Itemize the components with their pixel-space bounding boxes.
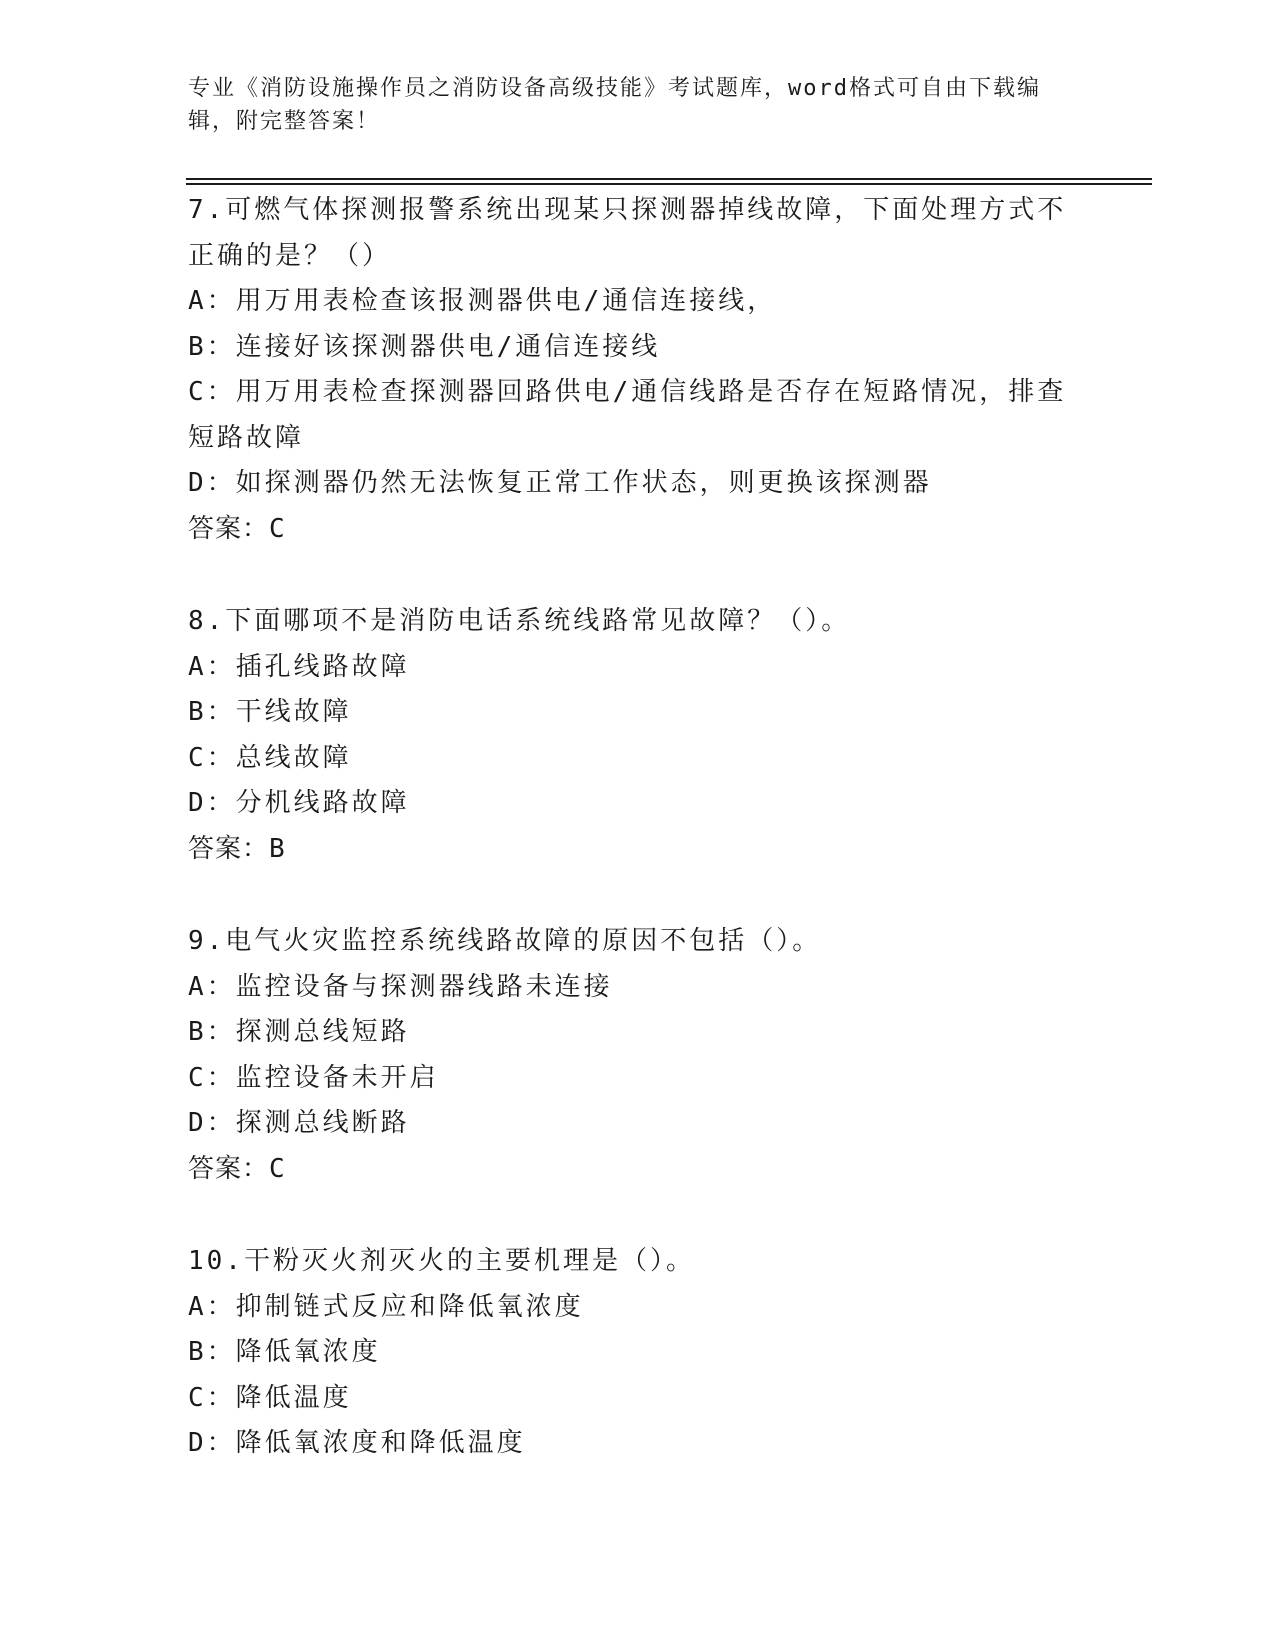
answer-value: C [269, 1153, 286, 1184]
answer-line [188, 1147, 1068, 1193]
option-d: D：分机线路故障 [188, 788, 410, 818]
question-list [188, 188, 1068, 1514]
answer-line [188, 507, 1068, 553]
question-7 [188, 188, 1068, 552]
option-a: A：插孔线路故障 [188, 651, 410, 682]
option-b: B：降低氧浓度 [188, 1337, 381, 1367]
option-c: C：降低温度 [188, 1382, 352, 1413]
question-text: 9.电气火灾监控系统线路故障的原因不包括（）。 [188, 926, 822, 956]
option-d: D：如探测器仍然无法恢复正常工作状态，则更换该探测器 [188, 468, 932, 498]
option-b: B：探测总线短路 [188, 1017, 410, 1047]
option-b: B：连接好该探测器供电/通信连接线 [188, 331, 661, 362]
option-a: A：抑制链式反应和降低氧浓度 [188, 1291, 584, 1322]
option-c: C：用万用表检查探测器回路供电/通信线路是否存在短路情况，排查短路故障 [188, 377, 1067, 453]
answer-value: C [269, 513, 286, 544]
option-a: A：用万用表检查该报测器供电/通信连接线， [188, 286, 777, 316]
answer-value: B [269, 833, 286, 864]
question-text: 8.下面哪项不是消防电话系统线路常见故障？（）。 [188, 606, 851, 636]
question-text: 7.可燃气体探测报警系统出现某只探测器掉线故障，下面处理方式不正确的是？（） [188, 195, 1067, 271]
answer-label: 答案： [188, 833, 270, 864]
answer-label: 答案： [188, 1153, 270, 1184]
header-rule-top [186, 178, 1152, 180]
question-10 [188, 1239, 1068, 1467]
page-header: 专业《消防设施操作员之消防设备高级技能》考试题库，word格式可自由下载编辑，附完整答案！ [188, 76, 1041, 134]
option-a: A：监控设备与探测器线路未连接 [188, 971, 613, 1002]
answer-label: 答案： [188, 513, 270, 544]
option-c: C：监控设备未开启 [188, 1062, 439, 1093]
question-text: 10.干粉灭火剂灭火的主要机理是（）。 [188, 1246, 695, 1276]
option-d: D：探测总线断路 [188, 1108, 410, 1138]
option-b: B：干线故障 [188, 697, 352, 727]
option-c: C：总线故障 [188, 742, 352, 773]
question-8 [188, 599, 1068, 872]
answer-line [188, 827, 1068, 873]
option-d: D：降低氧浓度和降低温度 [188, 1428, 526, 1458]
header-rule-bottom [186, 183, 1152, 185]
question-9 [188, 919, 1068, 1192]
